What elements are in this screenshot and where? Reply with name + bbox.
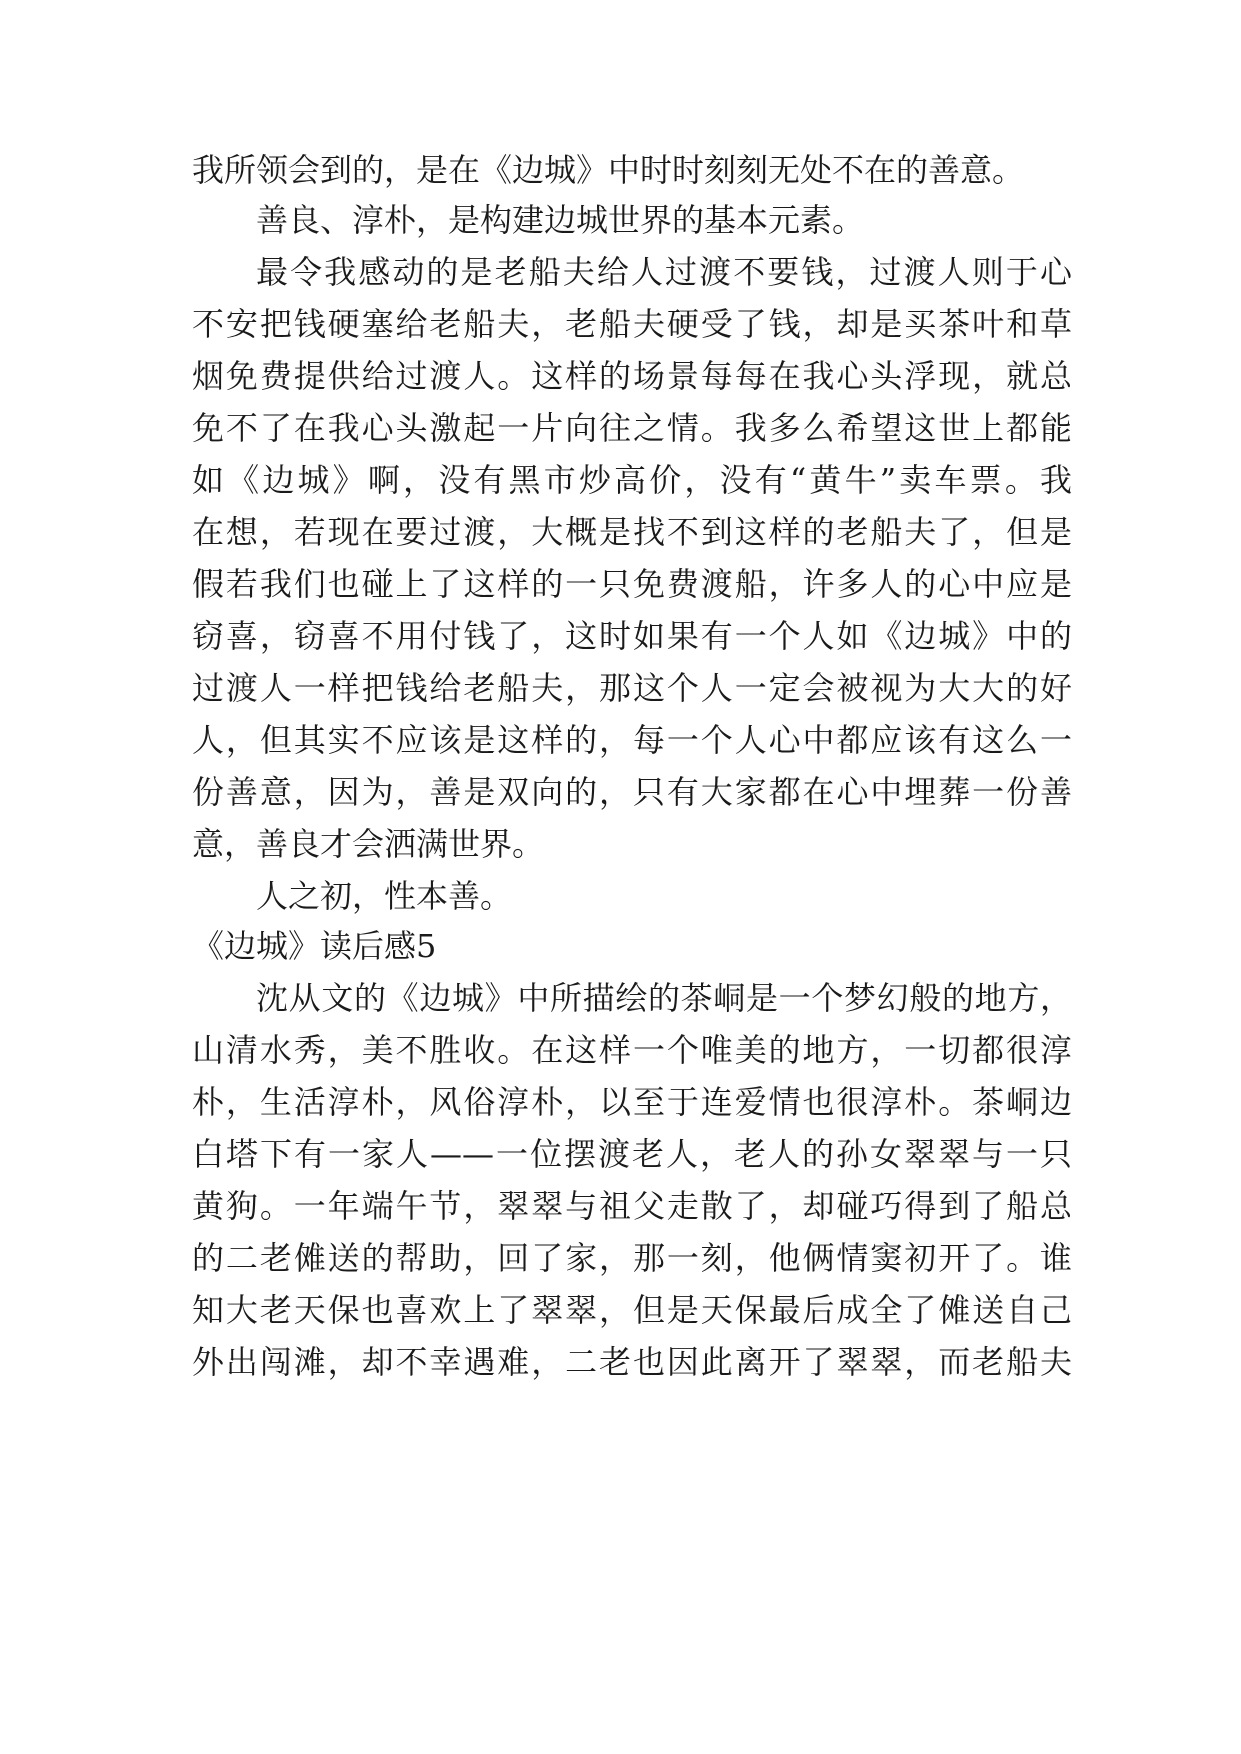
text-line: 知大老天保也喜欢上了翠翠，但是天保最后成全了傩送自己 bbox=[192, 1291, 1072, 1329]
text-line: 意，善良才会洒满世界。 bbox=[192, 825, 545, 863]
text-line: 外出闯滩，却不幸遇难，二老也因此离开了翠翠，而老船夫 bbox=[192, 1343, 1072, 1381]
text-line: 在想，若现在要过渡，大概是找不到这样的老船夫了，但是 bbox=[192, 513, 1072, 551]
text-line: 假若我们也碰上了这样的一只免费渡船，许多人的心中应是 bbox=[192, 565, 1072, 603]
text-line: 白塔下有一家人——一位摆渡老人，老人的孙女翠翠与一只 bbox=[192, 1135, 1072, 1173]
text-line: 不安把钱硬塞给老船夫，老船夫硬受了钱，却是买茶叶和草 bbox=[192, 305, 1072, 343]
text-line: 过渡人一样把钱给老船夫，那这个人一定会被视为大大的好 bbox=[192, 669, 1072, 707]
text-line: 善良、淳朴，是构建边城世界的基本元素。 bbox=[256, 201, 865, 239]
text-line: 免不了在我心头激起一片向往之情。我多么希望这世上都能 bbox=[192, 409, 1072, 447]
text-line: 窃喜，窃喜不用付钱了，这时如果有一个人如《边城》中的 bbox=[192, 617, 1072, 655]
section-heading: 《边城》读后感5 bbox=[192, 927, 437, 965]
text-line: 的二老傩送的帮助，回了家，那一刻，他俩情窦初开了。谁 bbox=[192, 1239, 1072, 1277]
text-line: 朴，生活淳朴，风俗淳朴，以至于连爱情也很淳朴。茶峒边 bbox=[192, 1083, 1072, 1121]
text-line: 山清水秀，美不胜收。在这样一个唯美的地方，一切都很淳 bbox=[192, 1031, 1072, 1069]
text-line: 如《边城》啊，没有黑市炒高价，没有“黄牛”卖车票。我 bbox=[192, 461, 1072, 499]
text-line: 烟免费提供给过渡人。这样的场景每每在我心头浮现，就总 bbox=[192, 357, 1072, 395]
text-line: 份善意，因为，善是双向的，只有大家都在心中埋葬一份善 bbox=[192, 773, 1072, 811]
text-line: 人之初，性本善。 bbox=[256, 877, 513, 915]
text-line: 最令我感动的是老船夫给人过渡不要钱，过渡人则于心 bbox=[256, 253, 1072, 291]
text-line: 我所领会到的，是在《边城》中时时刻刻无处不在的善意。 bbox=[192, 151, 1025, 189]
text-line: 黄狗。一年端午节，翠翠与祖父走散了，却碰巧得到了船总 bbox=[192, 1187, 1072, 1225]
text-line: 沈从文的《边城》中所描绘的茶峒是一个梦幻般的地方， bbox=[256, 979, 1072, 1017]
text-line: 人，但其实不应该是这样的，每一个人心中都应该有这么一 bbox=[192, 721, 1072, 759]
